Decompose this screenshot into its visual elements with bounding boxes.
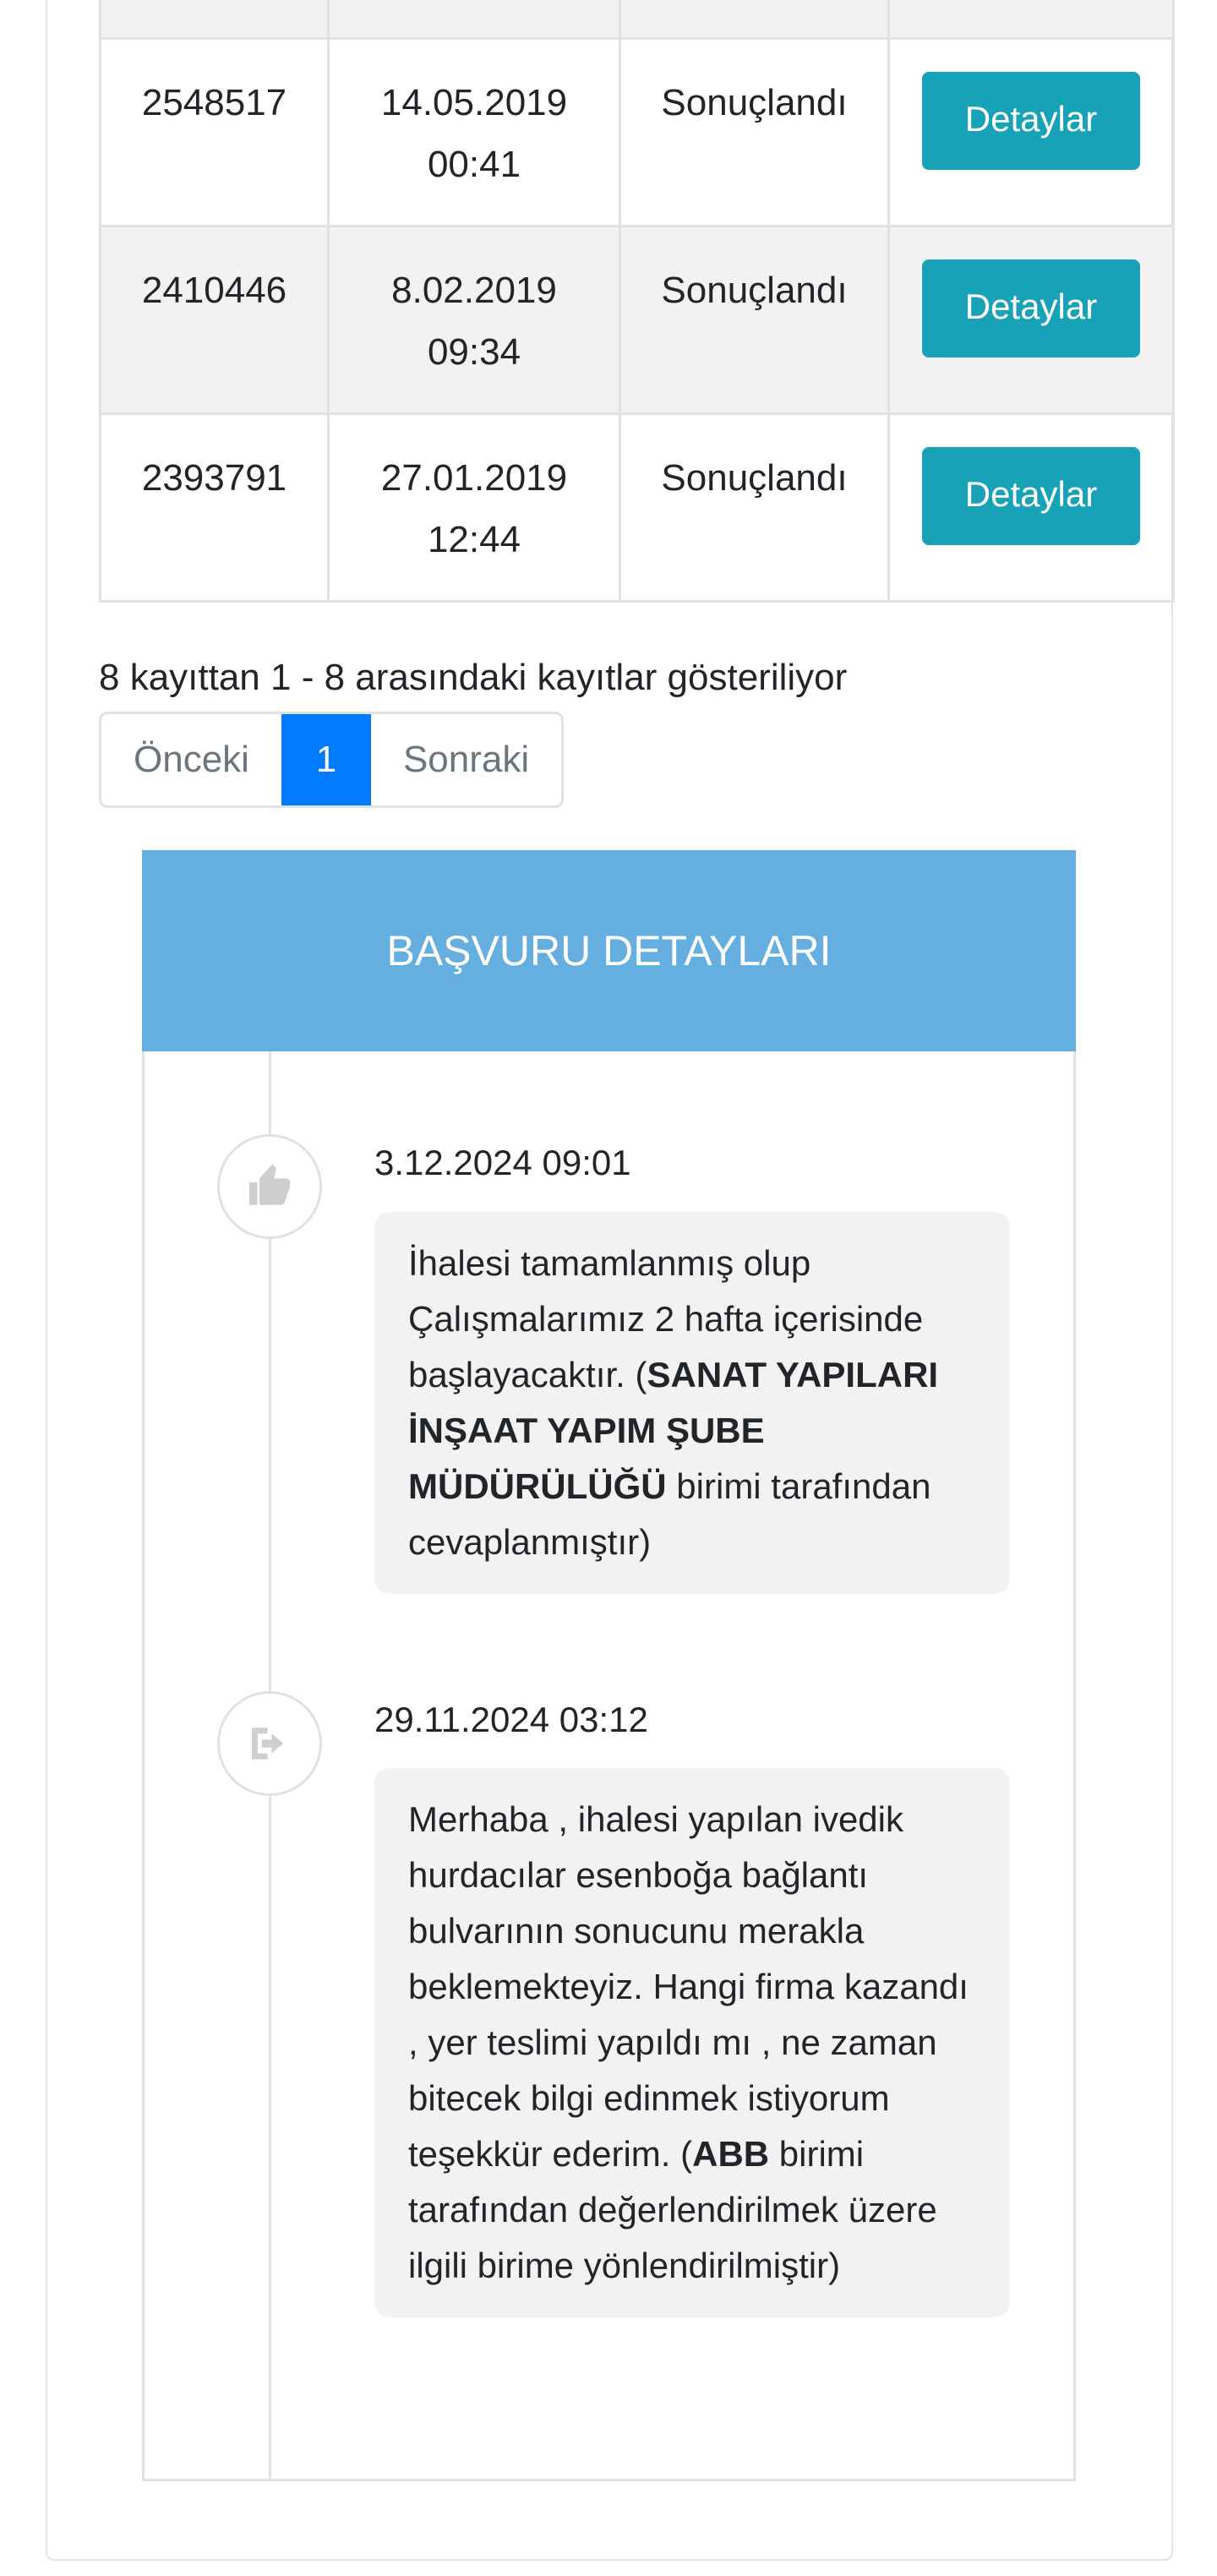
details-button[interactable]: Detaylar — [922, 447, 1140, 545]
entry-date: 3.12.2024 09:01 — [374, 1143, 631, 1182]
table-row — [101, 39, 1174, 226]
application-id: 2548517 — [101, 39, 329, 226]
details-button[interactable]: Detaylar — [922, 72, 1140, 170]
application-date: 8.02.2019 09:34 — [329, 226, 620, 414]
application-date: 27.01.2019 12:44 — [329, 414, 620, 602]
application-status: Sonuçlandı — [620, 39, 889, 226]
applications-table — [99, 0, 1175, 603]
details-button[interactable]: Detaylar — [922, 259, 1140, 357]
page-1-button[interactable]: 1 — [281, 714, 371, 805]
previous-page-button[interactable]: Önceki — [134, 739, 249, 780]
records-info: 8 kayıttan 1 - 8 arasındaki kayıtlar gösteriliyor — [99, 657, 848, 698]
action-cell — [889, 226, 1174, 414]
details-panel-title: BAŞVURU DETAYLARI — [142, 850, 1076, 1051]
thumbs-up-icon — [217, 1134, 322, 1239]
table-row — [101, 226, 1174, 414]
application-status: Sonuçlandı — [620, 414, 889, 602]
sign-out-icon — [217, 1691, 322, 1796]
application-status: Sonuçlandı — [620, 226, 889, 414]
application-id: 2410446 — [101, 226, 329, 414]
next-page-button[interactable]: Sonraki — [402, 739, 530, 780]
application-date: 14.05.2019 00:41 — [329, 39, 620, 226]
entry-message: Merhaba , ihalesi yapılan ivedik hurdacılar esenboğa bağlantı bulvarının sonucunu merakla beklemekteyiz. Hangi firma kazandı , yer teslimi yapıldı mı , ne zaman bitecek bilgi edinmek istiyorum teşekkür ederim. (ABB birimi tarafından değerlendirilmek üzere ilgili birime yönlendirilmiştir) — [374, 1768, 1010, 2317]
table-row — [101, 414, 1174, 602]
entry-date: 29.11.2024 03:12 — [374, 1700, 648, 1739]
application-id: 2393791 — [101, 414, 329, 602]
table-row-partial — [101, 0, 1174, 39]
entry-message: İhalesi tamamlanmış olup Çalışmalarımız 2 hafta içerisinde başlayacaktır. (SANAT YAPILARI İNŞAAT YAPIM ŞUBE MÜDÜRÜLÜĞÜ birimi tarafından cevaplanmıştır) — [374, 1212, 1010, 1594]
action-cell — [889, 39, 1174, 226]
action-cell — [889, 414, 1174, 602]
pagination — [99, 712, 564, 808]
